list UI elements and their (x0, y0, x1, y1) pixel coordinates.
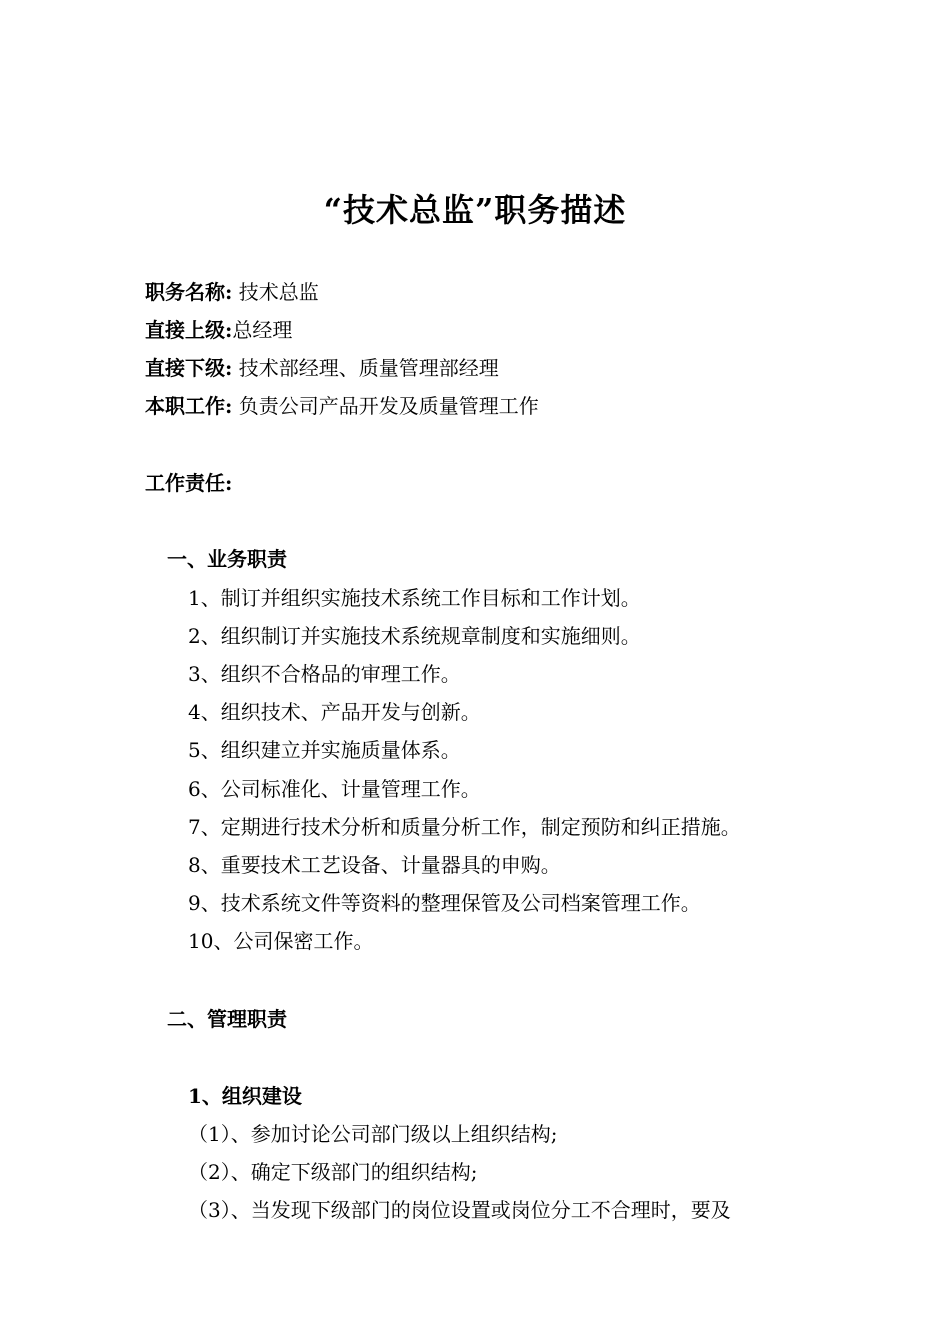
info-duty (145, 392, 539, 420)
list-item: 1、制订并组织实施技术系统工作目标和工作计划。 (188, 586, 641, 610)
duty-label: 本职工作: (145, 394, 233, 418)
list-item: 2、组织制订并实施技术系统规章制度和实施细则。 (188, 624, 641, 648)
section1-heading: 一、业务职责 (167, 547, 287, 571)
responsibilities-heading: 工作责任: (145, 471, 233, 495)
subordinate-label: 直接下级: (145, 356, 233, 380)
list-item: 5、组织建立并实施质量体系。 (188, 738, 461, 762)
position-label: 职务名称: (145, 280, 233, 304)
list-item: 8、重要技术工艺设备、计量器具的申购。 (188, 853, 561, 877)
list-item: （2）、确定下级部门的组织结构; (188, 1160, 478, 1184)
list-item: 4、组织技术、产品开发与创新。 (188, 700, 481, 724)
info-subordinate (145, 354, 499, 382)
list-item: 9、技术系统文件等资料的整理保管及公司档案管理工作。 (188, 891, 701, 915)
list-item: 3、组织不合格品的审理工作。 (188, 662, 461, 686)
section2-subheading: 1、组织建设 (188, 1084, 302, 1108)
duty-value: 负责公司产品开发及质量管理工作 (238, 394, 539, 418)
info-superior (145, 316, 292, 344)
list-item: 7、定期进行技术分析和质量分析工作，制定预防和纠正措施。 (188, 815, 741, 839)
list-item: 6、公司标准化、计量管理工作。 (188, 777, 481, 801)
document-title: “技术总监”职务描述 (323, 191, 627, 229)
position-value: 技术总监 (238, 280, 319, 304)
subordinate-value: 技术部经理、质量管理部经理 (238, 356, 499, 380)
section2-heading: 二、管理职责 (167, 1007, 287, 1031)
list-item: 10、公司保密工作。 (188, 929, 374, 953)
superior-value: 总经理 (232, 318, 293, 342)
info-position (145, 278, 319, 306)
superior-label: 直接上级: (145, 318, 233, 342)
list-item: （3）、当发现下级部门的岗位设置或岗位分工不合理时，要及 (188, 1198, 731, 1222)
list-item: （1）、参加讨论公司部门级以上组织结构; (188, 1122, 558, 1146)
